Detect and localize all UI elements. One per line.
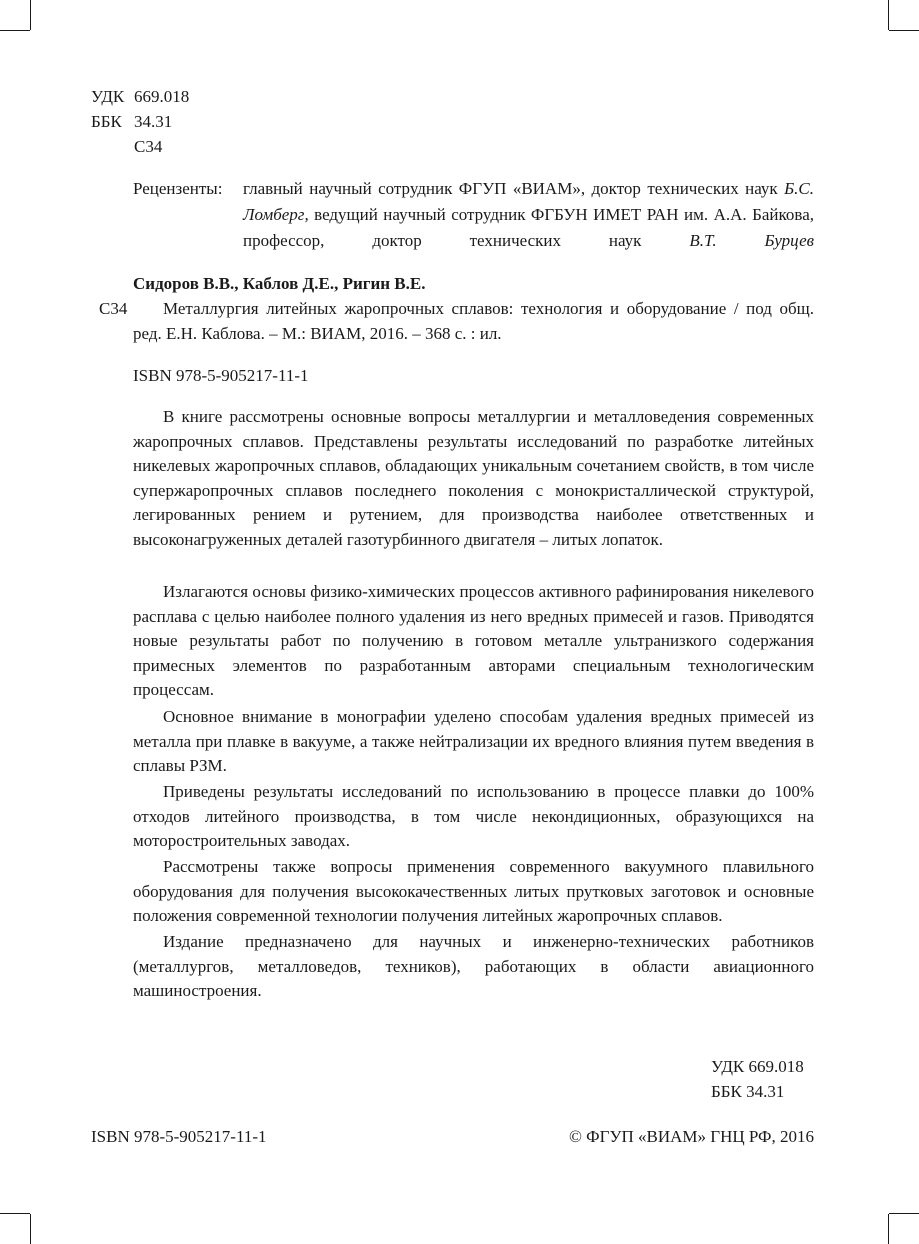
bbk-label: ББК [91,112,122,131]
footer-copyright: © ФГУП «ВИАМ» ГНЦ РФ, 2016 [569,1127,814,1146]
abstract-paragraph-1: В книге рассмотрены основные вопросы металлургии и металловедения современных жаропрочных сплавов. Представлены результаты исследований по разработке литейных никелевых жаропрочных сплавов, обладающих уникальным сочетанием свойств, в том числе супержаропрочных сплавов последнего поколения с монокристаллической структурой, легированных рением и рутением, для производства наиболее ответственных и высоконагруженных деталей газотурбинного двигателя – литых лопаток. [133,407,814,549]
reviewer-name-2: В.Т. Бурцев [689,231,815,250]
authors: Сидоров В.В., Каблов Д.Е., Ригин В.Е. [133,274,426,293]
reviewers-text [243,176,814,254]
reviewers-part2: ведущий научный сотрудник ФГБУН ИМЕТ РАН им. А.А. Байкова, профессор, доктор технических наук [243,205,814,250]
author-mark: С34 [134,137,163,156]
udk-value: 669.018 [134,87,190,106]
book-title: Металлургия литейных жаропрочных сплавов: технология и оборудование / под общ. ред. Е.Н. Каблова. – М.: ВИАМ, 2016. – 368 с. : ил. [133,299,814,343]
footer-bbk: ББК 34.31 [711,1082,785,1101]
isbn-top: ISBN 978-5-905217-11-1 [133,366,309,385]
footer-udk: УДК 669.018 [711,1057,804,1076]
crop-mark-top-left-h [0,30,30,31]
reviewer-name-1: Б.С. Ломберг, [243,179,814,224]
abstract-paragraph-5: Рассмотрены также вопросы применения современного вакуумного плавильного оборудования для получения высококачественных литых прутковых заготовок и основные положения современной технологии получения литейных жаропрочных сплавов. [133,857,814,925]
crop-mark-bottom-left-v [30,1214,31,1244]
abstract-paragraph-6: Издание предназначено для научных и инженерно-технических работников (металлургов, металловедов, техников), работающих в области авиационного машиностроения. [133,932,814,1000]
bbk-value: 34.31 [134,112,173,131]
crop-mark-top-right-h [889,30,919,31]
reviewers-part1: главный научный сотрудник ФГУП «ВИАМ», доктор технических наук [243,179,785,198]
crop-mark-bottom-right-h [889,1213,919,1214]
udk-label: УДК [91,87,125,106]
reviewers-label: Рецензенты: [133,179,223,198]
bibliography-mark: С34 [99,299,128,318]
footer-isbn: ISBN 978-5-905217-11-1 [91,1127,267,1146]
abstract-paragraph-2: Излагаются основы физико-химических процессов активного рафинирования никелевого расплава с целью наиболее полного удаления из него вредных примесей и газов. Приводятся новые результаты работ по получению в готовом металле ультранизкого содержания примесных элементов по разработанным авторами специальным технологическим процессам. [133,582,814,699]
abstract-paragraph-3: Основное внимание в монографии уделено способам удаления вредных примесей из металла при плавке в вакууме, а также нейтрализации их вредного влияния путем введения в сплавы РЗМ. [133,707,814,775]
crop-mark-bottom-right-v [888,1214,889,1244]
crop-mark-top-left-v [30,0,31,30]
abstract-paragraph-4: Приведены результаты исследований по использованию в процессе плавки до 100% отходов литейного производства, в том числе некондиционных, образующихся на моторостроительных заводах. [133,782,814,850]
crop-mark-bottom-left-h [0,1213,30,1214]
crop-mark-top-right-v [888,0,889,30]
